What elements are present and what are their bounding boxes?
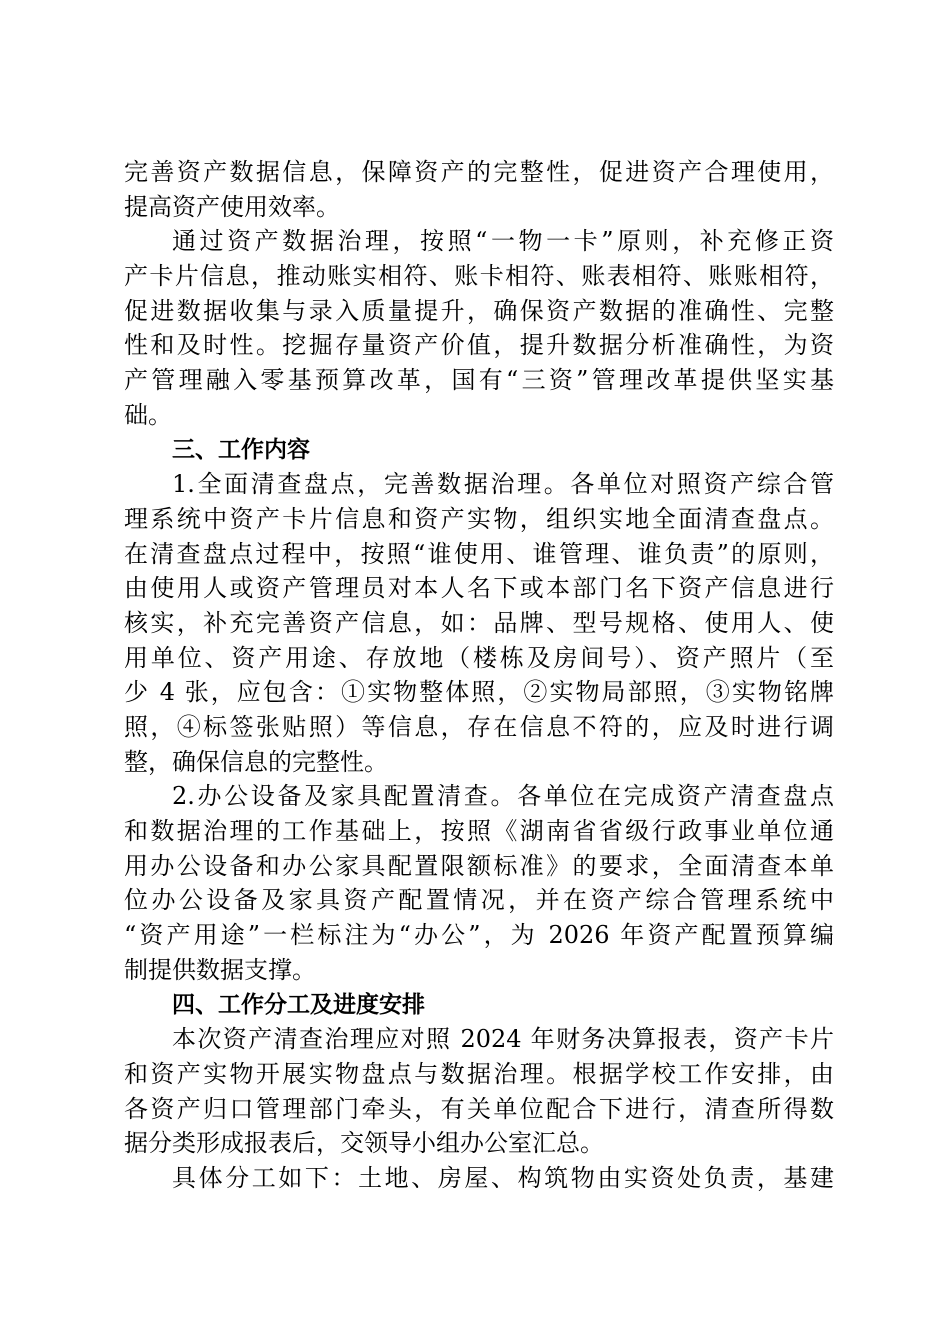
paragraph-line: 据分类形成报表后，交领导小组办公室汇总。 [124, 1129, 604, 1158]
paragraph-line: 促进数据收集与录入质量提升，确保资产数据的准确性、完整 [124, 296, 834, 325]
paragraph-line: 由使用人或资产管理员对本人名下或本部门名下资产信息进行 [124, 574, 834, 603]
paragraph-line: 少 4 张，应包含：①实物整体照，②实物局部照，③实物铭牌 [124, 678, 834, 707]
paragraph-line: 照，④标签张贴照）等信息，存在信息不符的，应及时进行调 [124, 713, 834, 741]
paragraph-line: 具体分工如下：土地、房屋、构筑物由实资处负责，基建 [172, 1163, 834, 1192]
paragraph-line: 用办公设备和办公家具配置限额标准》的要求，全面清查本单 [124, 851, 834, 880]
paragraph-line: 理系统中资产卡片信息和资产实物，组织实地全面清查盘点。 [124, 504, 834, 533]
paragraph-line: 2.办公设备及家具配置清查。各单位在完成资产清查盘点 [172, 782, 834, 811]
paragraph-line: 完善资产数据信息，保障资产的完整性，促进资产合理使用， [124, 158, 834, 186]
paragraph-line: 和资产实物开展实物盘点与数据治理。根据学校工作安排，由 [124, 1059, 834, 1088]
paragraph-line: 本次资产清查治理应对照 2024 年财务决算报表，资产卡片 [172, 1025, 834, 1054]
paragraph-line: 性和及时性。挖掘存量资产价值，提升数据分析准确性，为资 [124, 331, 834, 360]
paragraph-line: 用单位、资产用途、存放地（楼栋及房间号）、资产照片（至 [124, 643, 834, 672]
paragraph-line: 通过资产数据治理，按照“一物一卡”原则，补充修正资 [172, 227, 834, 256]
paragraph-line: 位办公设备及家具资产配置情况，并在资产综合管理系统中 [124, 886, 834, 915]
paragraph-line: 在清查盘点过程中，按照“谁使用、谁管理、谁负责”的原则， [124, 539, 834, 568]
paragraph-line: 产管理融入零基预算改革，国有“三资”管理改革提供坚实基 [124, 366, 834, 395]
paragraph-line: 提高资产使用效率。 [124, 192, 340, 221]
paragraph-line: 产卡片信息，推动账实相符、账卡相符、账表相符、账账相符， [124, 262, 834, 291]
section-heading: 四、工作分工及进度安排 [172, 991, 425, 1018]
paragraph-line: 1.全面清查盘点，完善数据治理。各单位对照资产综合管 [172, 470, 834, 499]
paragraph-line: 础。 [124, 400, 172, 429]
paragraph-line: 整，确保信息的完整性。 [124, 747, 388, 776]
paragraph-line: “资产用途”一栏标注为“办公”，为 2026 年资产配置预算编 [124, 921, 834, 950]
paragraph-line: 和数据治理的工作基础上，按照《湖南省省级行政事业单位通 [124, 817, 834, 846]
paragraph-line: 各资产归口管理部门牵头，有关单位配合下进行，清查所得数 [124, 1094, 834, 1123]
paragraph-line: 制提供数据支撑。 [124, 955, 316, 984]
paragraph-line: 核实，补充完善资产信息，如：品牌、型号规格、使用人、使 [124, 608, 834, 637]
document-body [124, 155, 834, 1196]
section-heading: 三、工作内容 [172, 436, 310, 463]
